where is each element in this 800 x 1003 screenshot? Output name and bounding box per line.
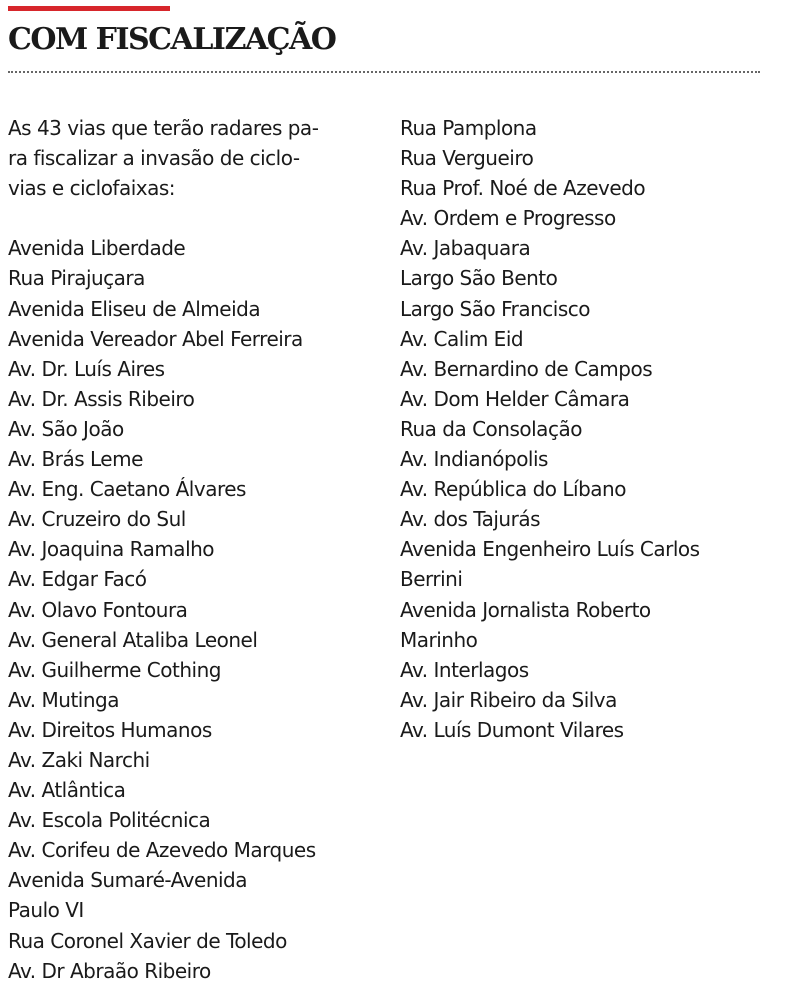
street-item: Av. Ordem e Progresso <box>400 206 616 231</box>
street-item: Av. Interlagos <box>400 657 529 682</box>
street-item: Rua da Consolação <box>400 416 582 441</box>
street-item: Av. Eng. Caetano Álvares <box>8 477 246 502</box>
left-column <box>8 113 380 986</box>
street-item: Av. Dr. Assis Ribeiro <box>8 386 195 411</box>
street-item: Avenida Sumaré-Avenida <box>8 868 247 893</box>
street-item: Av. Olavo Fontoura <box>8 597 188 622</box>
street-item: Av. Dom Helder Câmara <box>400 386 630 411</box>
intro-paragraph <box>8 113 380 203</box>
street-list-right <box>400 113 780 745</box>
street-item: Berrini <box>400 567 463 592</box>
street-list-left <box>8 233 380 985</box>
street-item: Av. São João <box>8 416 124 441</box>
street-item: Avenida Liberdade <box>8 236 186 261</box>
street-item: Avenida Vereador Abel Ferreira <box>8 326 303 351</box>
street-item: Av. Atlântica <box>8 778 126 803</box>
street-item: Largo São Bento <box>400 266 558 291</box>
street-item: Av. Corifeu de Azevedo Marques <box>8 838 316 863</box>
street-item: Av. Calim Eid <box>400 326 524 351</box>
street-item: Marinho <box>400 627 478 652</box>
street-item: Av. Joaquina Ramalho <box>8 537 215 562</box>
street-item: Av. dos Tajurás <box>400 507 541 532</box>
street-item: Paulo VI <box>8 898 84 923</box>
street-item: Avenida Eliseu de Almeida <box>8 296 261 321</box>
street-item: Rua Pirajuçara <box>8 266 145 291</box>
street-item: Av. Direitos Humanos <box>8 717 212 742</box>
headline: COM FISCALIZAÇÃO <box>8 22 336 57</box>
street-item: Largo São Francisco <box>400 296 591 321</box>
dotted-divider <box>8 71 760 73</box>
street-item: Av. Cruzeiro do Sul <box>8 507 186 532</box>
intro-line: ra fiscalizar a invasão de ciclo- <box>8 146 300 171</box>
street-item: Av. General Ataliba Leonel <box>8 627 258 652</box>
street-item: Av. Mutinga <box>8 687 119 712</box>
intro-line: As 43 vias que terão radares pa- <box>8 116 319 140</box>
street-item: Avenida Engenheiro Luís Carlos <box>400 537 700 562</box>
intro-line: vias e ciclofaixas: <box>8 176 176 201</box>
street-item: Rua Prof. Noé de Azevedo <box>400 176 646 201</box>
paragraph-gap <box>8 203 380 233</box>
street-item: Rua Vergueiro <box>400 146 534 171</box>
street-item: Av. Edgar Facó <box>8 567 147 592</box>
street-item: Av. República do Líbano <box>400 477 626 502</box>
street-item: Avenida Jornalista Roberto <box>400 597 651 622</box>
street-item: Av. Jabaquara <box>400 236 531 261</box>
street-item: Av. Dr. Luís Aires <box>8 356 165 381</box>
street-item: Av. Bernardino de Campos <box>400 356 653 381</box>
accent-bar <box>8 6 170 11</box>
street-item: Av. Jair Ribeiro da Silva <box>400 687 617 712</box>
street-item: Av. Luís Dumont Vilares <box>400 717 624 742</box>
street-item: Av. Escola Politécnica <box>8 808 211 833</box>
street-item: Av. Dr Abraão Ribeiro <box>8 958 211 983</box>
street-item: Av. Indianópolis <box>400 447 548 472</box>
street-item: Rua Pamplona <box>400 116 537 140</box>
street-item: Av. Zaki Narchi <box>8 747 150 772</box>
street-item: Rua Coronel Xavier de Toledo <box>8 928 287 953</box>
street-item: Av. Guilherme Cothing <box>8 657 221 682</box>
street-item: Av. Brás Leme <box>8 447 143 472</box>
